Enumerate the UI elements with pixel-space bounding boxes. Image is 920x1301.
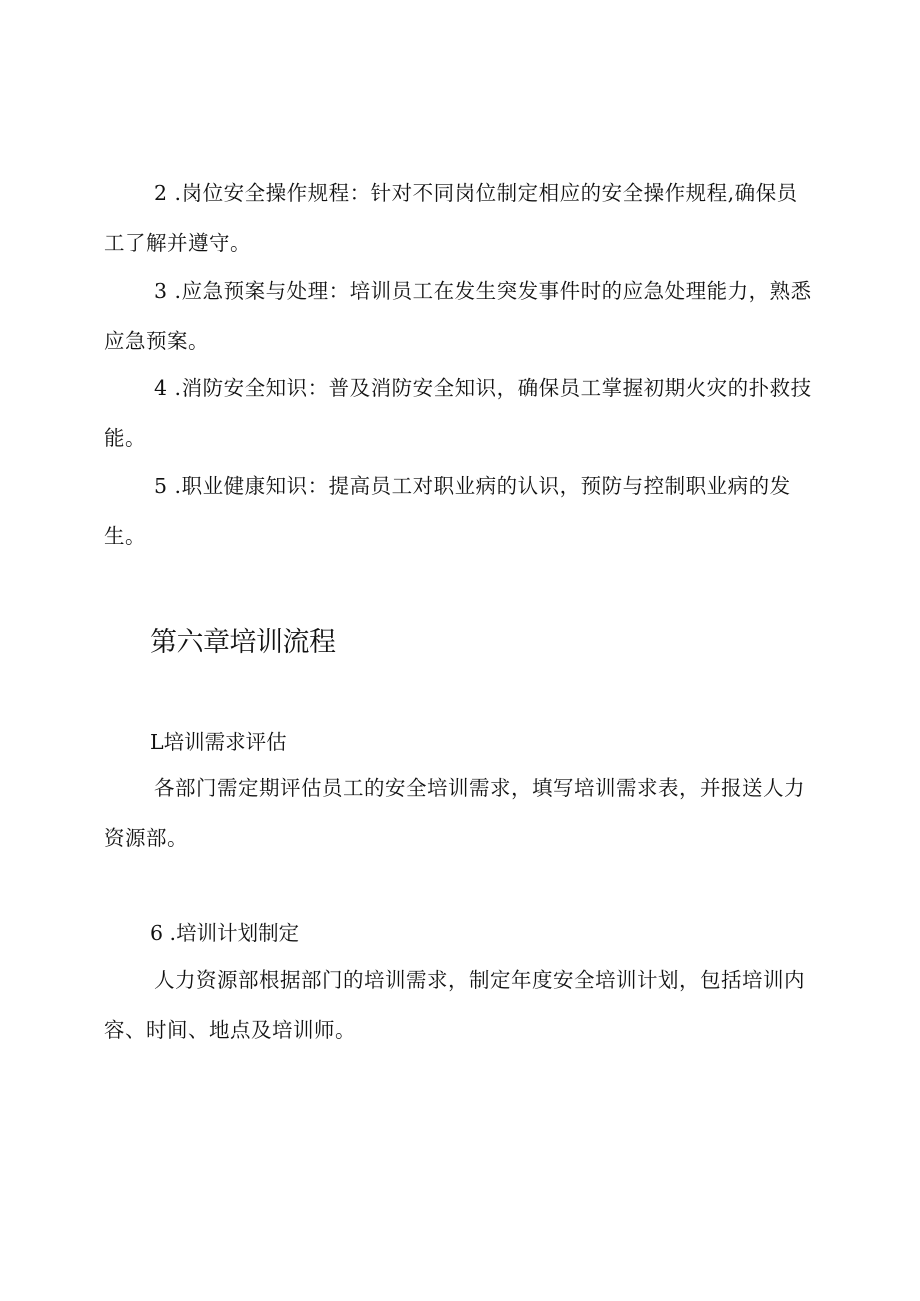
- section-body-plan-formulation: 人力资源部根据部门的培训需求，制定年度安全培训计划，包括培训内容、时间、地点及培训师。: [104, 968, 805, 1042]
- list-item-job-safety: 2 .岗位安全操作规程：针对不同岗位制定相应的安全操作规程,确保员工了解并遵守。: [104, 181, 798, 255]
- list-item-emergency-plan: 3 .应急预案与处理：培训员工在发生突发事件时的应急处理能力，熟悉应急预案。: [104, 279, 812, 353]
- list-item-fire-safety: 4 .消防安全知识：普及消防安全知识，确保员工掌握初期火灾的扑救技能。: [104, 376, 812, 450]
- section-heading-plan-formulation: 6 .培训计划制定: [150, 921, 300, 945]
- chapter-title: 第六章培训流程: [150, 627, 336, 658]
- section-body-needs-assessment: 各部门需定期评估员工的安全培训需求，填写培训需求表，并报送人力资源部。: [104, 776, 805, 850]
- list-item-occupational-health: 5 .职业健康知识：提高员工对职业病的认识，预防与控制职业病的发生。: [104, 474, 791, 548]
- section-heading-needs-assessment: L培训需求评估: [150, 730, 287, 754]
